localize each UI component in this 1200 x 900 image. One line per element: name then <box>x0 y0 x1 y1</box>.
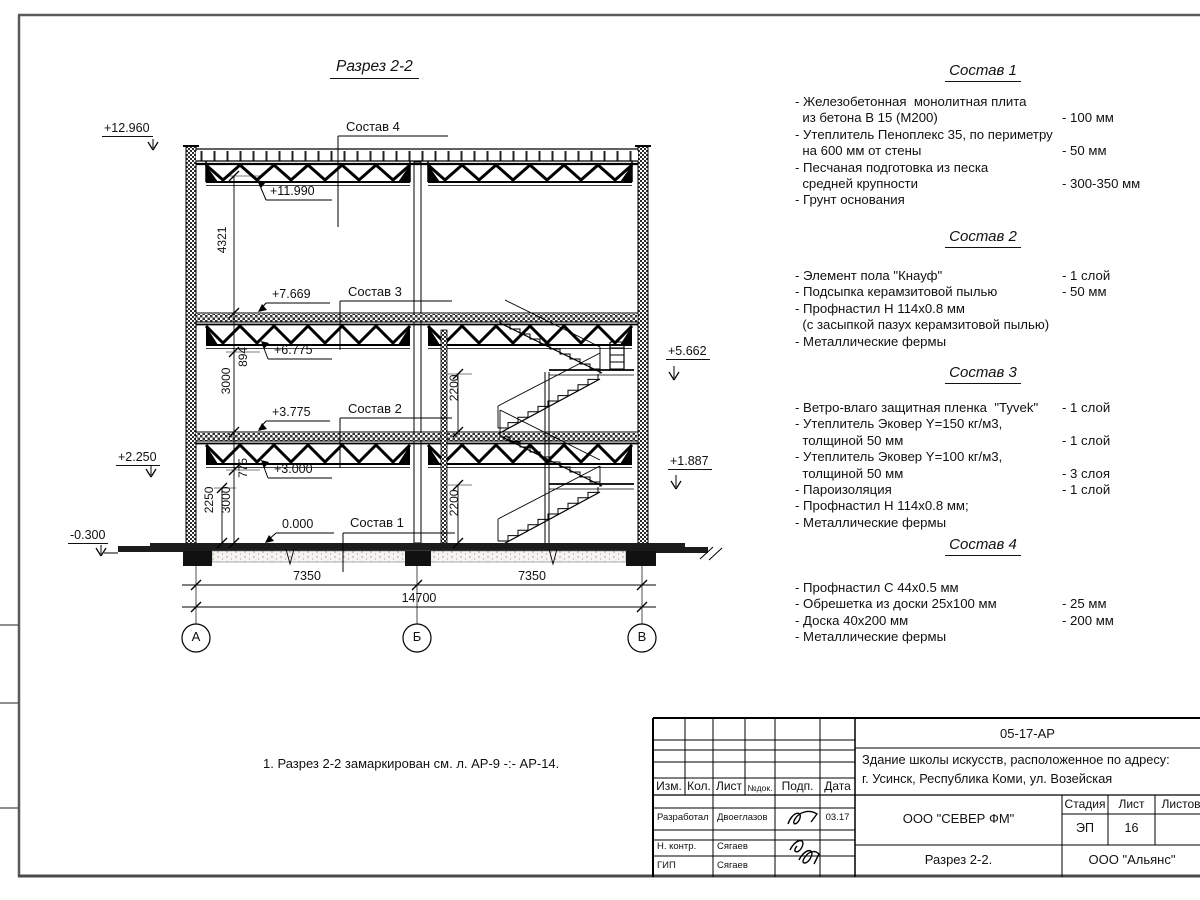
titleblock-role-developer: Разработал <box>657 812 709 823</box>
titleblock-sheets-label: Листов <box>1161 797 1200 811</box>
titleblock-col-ndok: №док. <box>747 783 773 793</box>
spec-sostav1 <box>795 62 1171 208</box>
spec2-row: - Подсыпка керамзитовой пылью - 50 мм <box>795 284 1107 300</box>
dim-3000-upper: 3000 <box>219 367 234 395</box>
spec3-title: Состав 3 <box>795 364 1171 384</box>
spec4-title: Состав 4 <box>795 536 1171 556</box>
callout-sostav3: Состав 3 <box>348 284 402 299</box>
titleblock-role-ncontrol: Н. контр. <box>657 841 697 852</box>
callout-sostav4: Состав 4 <box>346 119 400 134</box>
elevation-plus6775: +6.775 <box>274 343 313 357</box>
spec3-row: - Утеплитель Эковер Y=150 кг/м3, <box>795 416 1003 432</box>
callout-sostav2: Состав 2 <box>348 401 402 416</box>
spec-sostav3 <box>795 364 1171 530</box>
dim-894: 894 <box>236 346 251 367</box>
elevation-plus1887: +1.887 <box>668 454 712 470</box>
elevation-plus11990: +11.990 <box>270 184 315 198</box>
spec1-row: из бетона В 15 (М200) - 100 мм <box>795 110 1114 126</box>
spec2-title: Состав 2 <box>795 228 1171 248</box>
elevation-plus5662: +5.662 <box>666 344 710 360</box>
titleblock-name-gip: Сягаев <box>717 860 748 871</box>
titleblock-col-podp: Подп. <box>781 779 814 793</box>
titleblock-name-developer: Двоеглазов <box>717 812 768 823</box>
spec4-row: - Профнастил С 44х0.5 мм <box>795 580 959 595</box>
dim-7350-right: 7350 <box>518 569 546 583</box>
spec3-row: - Пароизоляция - 1 слой <box>795 481 1111 497</box>
dim-7350-left: 7350 <box>293 569 321 583</box>
dim-4321: 4321 <box>215 226 230 254</box>
elevation-plus3000: +3.000 <box>274 462 313 476</box>
titleblock-project-line2: г. Усинск, Республика Коми, ул. Возейская <box>862 771 1113 786</box>
axis-a: А <box>191 629 201 644</box>
axis-v: В <box>637 629 647 644</box>
elevation-zero: 0.000 <box>282 517 314 531</box>
titleblock-col-kol: Кол. <box>687 779 711 793</box>
spec3-row: - Профнастил Н 114х0.8 мм; <box>795 498 969 514</box>
titleblock-col-list: Лист <box>715 779 743 793</box>
titleblock-stage-label: Стадия <box>1064 797 1106 811</box>
spec1-row: - Утеплитель Пеноплекс 35, по периметру <box>795 126 1053 142</box>
spec4-row: - Доска 40х200 мм - 200 мм <box>795 612 1114 628</box>
spec1-row: - Железобетонная монолитная плита <box>795 94 1027 109</box>
signature-2 <box>790 841 819 864</box>
dim-2250: 2250 <box>202 486 217 514</box>
spec4-row: - Металлические фермы <box>795 629 947 645</box>
titleblock-col-data: Дата <box>824 779 851 793</box>
dim-2200-lower: 2200 <box>447 489 462 517</box>
drawing-title: Разрез 2-2 <box>330 58 419 79</box>
elevation-minus0300: -0.300 <box>68 528 108 544</box>
titleblock-project-line1: Здание школы искусств, расположенное по адресу: <box>862 752 1170 767</box>
dim-775: 775 <box>236 457 251 478</box>
titleblock-date-developer: 03.17 <box>825 812 850 823</box>
titleblock-company: ООО "СЕВЕР ФМ" <box>902 811 1015 826</box>
spec3-row: - Утеплитель Эковер Y=100 кг/м3, <box>795 449 1003 465</box>
spec2-row: (с засыпкой пазух керамзитовой пылью) <box>795 317 1050 333</box>
titleblock-doc-number: 05-17-АР <box>1000 726 1055 741</box>
spec2-row: - Металлические фермы <box>795 333 947 349</box>
spec4-row: - Обрешетка из доски 25х100 мм - 25 мм <box>795 596 1107 612</box>
titleblock-sheet-title: Разрез 2-2. <box>924 852 993 867</box>
spec1-row: средней крупности - 300-350 мм <box>795 175 1141 191</box>
titleblock-stage-value: ЭП <box>1076 821 1094 835</box>
spec3-row: - Ветро-влаго защитная пленка "Tyvek" - 1 слой <box>795 400 1111 415</box>
titleblock-sheet-label: Лист <box>1118 797 1145 811</box>
titleblock-col-izm: Изм. <box>656 779 682 793</box>
dim-2200-upper: 2200 <box>447 374 462 402</box>
titleblock-contractor: ООО "Альянс" <box>1088 852 1176 867</box>
spec3-row: толщиной 50 мм - 1 слой <box>795 432 1111 448</box>
elevation-plus3775: +3.775 <box>272 405 311 419</box>
dim-14700: 14700 <box>401 591 437 605</box>
spec1-row: - Песчаная подготовка из песка <box>795 159 989 175</box>
elevation-plus2250: +2.250 <box>116 450 160 466</box>
spec3-row: толщиной 50 мм - 3 слоя <box>795 465 1110 481</box>
spec2-row: - Элемент пола "Кнауф" - 1 слой <box>795 268 1111 283</box>
spec3-row: - Металлические фермы <box>795 514 947 530</box>
spec-sostav4 <box>795 536 1171 645</box>
spec1-title: Состав 1 <box>795 62 1171 82</box>
elevation-plus7669: +7.669 <box>272 287 311 301</box>
callout-sostav1: Состав 1 <box>350 515 404 530</box>
titleblock-name-ncontrol: Сягаев <box>717 841 748 852</box>
titleblock-role-gip: ГИП <box>657 860 676 871</box>
spec1-row: - Грунт основания <box>795 192 905 208</box>
spec2-row: - Профнастил Н 114х0.8 мм <box>795 300 965 316</box>
signature-1 <box>788 812 817 824</box>
spec1-row: на 600 мм от стены - 50 мм <box>795 143 1107 159</box>
dim-3000-lower: 3000 <box>219 486 234 514</box>
spec-sostav2 <box>795 228 1171 349</box>
axis-b: Б <box>412 629 422 644</box>
drawing-note: 1. Разрез 2-2 замаркирован см. л. АР-9 -:- АР-14. <box>263 756 560 771</box>
titleblock-sheet-value: 16 <box>1124 821 1139 835</box>
elevation-plus12960: +12.960 <box>102 121 153 137</box>
